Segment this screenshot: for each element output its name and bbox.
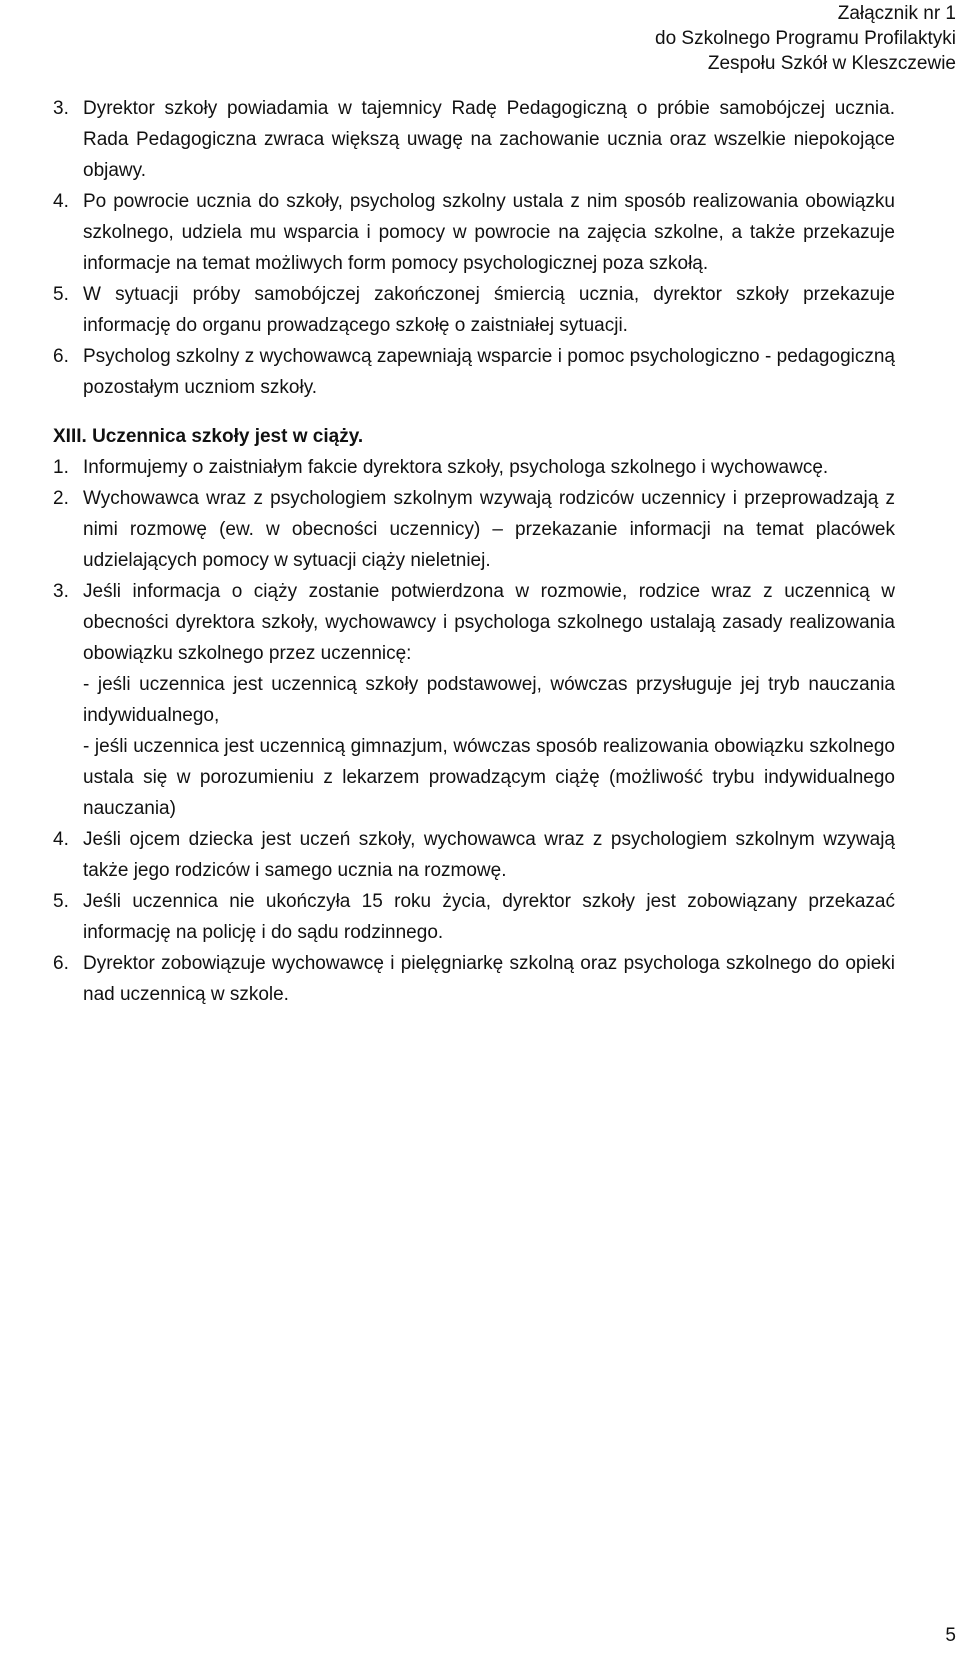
list-item — [53, 186, 895, 279]
list-item — [53, 576, 895, 824]
list-item-number: 6. — [53, 346, 69, 367]
list-item — [53, 279, 895, 341]
list-item-number: 6. — [53, 953, 69, 974]
list-item — [53, 341, 895, 403]
section-title: Uczennica szkoły jest w ciąży. — [92, 426, 364, 447]
list-item-number: 2. — [53, 488, 69, 509]
sub-paragraph: - jeśli uczennica jest uczennicą gimnazjum, wówczas sposób realizowania obowiązku szkolnego ustala się w porozumieniu z lekarzem prowadzącym ciążę (możliwość trybu indywidualnego nauczania) — [83, 736, 895, 819]
header-line-1: Załącznik nr 1 — [837, 3, 956, 24]
document-header — [655, 1, 956, 76]
list-item-text: Jeśli uczennica nie ukończyła 15 roku życia, dyrektor szkoły jest zobowiązany przekazać informację na policję i do sądu rodzinnego. — [83, 891, 895, 943]
list-item — [53, 886, 895, 948]
previous-section-list — [53, 93, 895, 403]
list-item-number: 4. — [53, 191, 69, 212]
list-item — [53, 93, 895, 186]
list-item — [53, 452, 895, 483]
section-heading — [53, 421, 895, 452]
list-item-text: Wychowawca wraz z psychologiem szkolnym wzywają rodziców uczennicy i przeprowadzają z nimi rozmowę (ew. w obecności uczennicy) – przekazanie informacji na temat placówek udzielających pomocy w sytuacji ciąży nieletniej. — [83, 488, 895, 571]
header-line-2: do Szkolnego Programu Profilaktyki — [655, 28, 956, 49]
list-item-number: 1. — [53, 457, 69, 478]
header-line-3: Zespołu Szkół w Kleszczewie — [707, 53, 956, 74]
page-number: 5 — [945, 1625, 956, 1646]
list-item-number: 3. — [53, 98, 69, 119]
list-item-text: Jeśli informacja o ciąży zostanie potwierdzona w rozmowie, rodzice wraz z uczennicą w obecności dyrektora szkoły, wychowawcy i psychologa szkolnego ustalają zasady realizowania obowiązku szkolnego przez uczennicę: — [83, 581, 895, 664]
list-item-number: 4. — [53, 829, 69, 850]
list-item-text: W sytuacji próby samobójczej zakończonej śmiercią ucznia, dyrektor szkoły przekazuje informację do organu prowadzącego szkołę o zaistniałej sytuacji. — [83, 284, 895, 336]
section-xiii-list — [53, 452, 895, 1010]
list-item-text: Jeśli ojcem dziecka jest uczeń szkoły, wychowawca wraz z psychologiem szkolnym wzywają także jego rodziców i samego ucznia na rozmowę. — [83, 829, 895, 881]
list-item-text: Dyrektor szkoły powiadamia w tajemnicy Radę Pedagogiczną o próbie samobójczej ucznia. Rada Pedagogiczna zwraca większą uwagę na zachowanie ucznia oraz wszelkie niepokojące objawy. — [83, 98, 895, 181]
list-item — [53, 483, 895, 576]
list-item-number: 3. — [53, 581, 69, 602]
list-item — [53, 948, 895, 1010]
sub-paragraph: - jeśli uczennica jest uczennicą szkoły podstawowej, wówczas przysługuje jej tryb nauczania indywidualnego, — [83, 674, 895, 726]
list-item-text: Informujemy o zaistniałym fakcie dyrektora szkoły, psychologa szkolnego i wychowawcę. — [83, 457, 829, 478]
list-item-text: Psycholog szkolny z wychowawcą zapewniają wsparcie i pomoc psychologiczno - pedagogiczną pozostałym uczniom szkoły. — [83, 346, 895, 398]
list-item-text: Po powrocie ucznia do szkoły, psycholog szkolny ustala z nim sposób realizowania obowiązku szkolnego, udziela mu wsparcia i pomocy w powrocie na zajęcia szkolne, a także przekazuje informacje na temat możliwych form pomocy psychologicznej poza szkołą. — [83, 191, 895, 274]
list-item — [53, 824, 895, 886]
section-number: XIII. — [53, 426, 87, 447]
document-body — [53, 93, 895, 1010]
list-item-number: 5. — [53, 284, 69, 305]
list-item-text: Dyrektor zobowiązuje wychowawcę i pielęgniarkę szkolną oraz psychologa szkolnego do opieki nad uczennicą w szkole. — [83, 953, 895, 1005]
list-item-number: 5. — [53, 891, 69, 912]
